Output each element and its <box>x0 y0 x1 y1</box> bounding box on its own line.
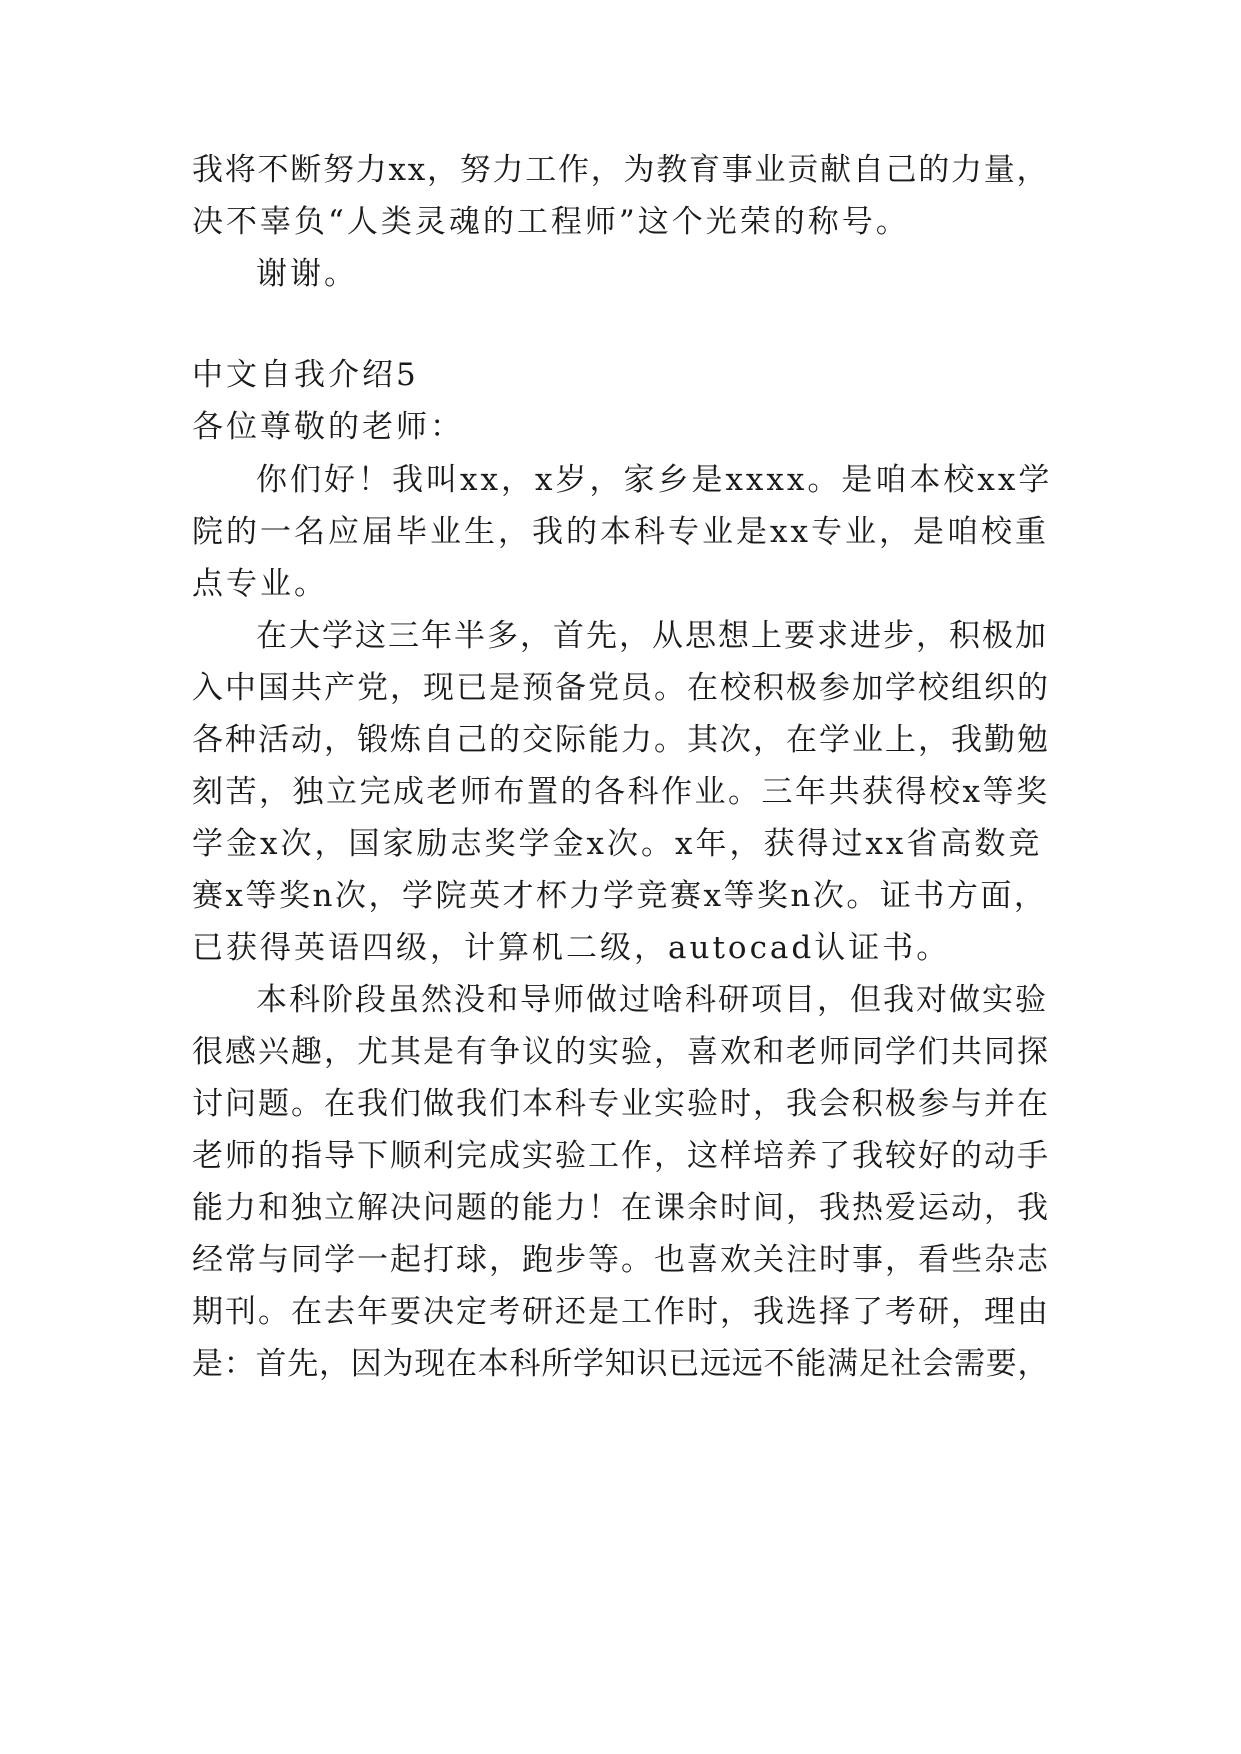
section-heading: 中文自我介绍5 <box>192 357 419 393</box>
text-line: 我将不断努力xx，努力工作，为教育事业贡献自己的力量， <box>192 152 1050 188</box>
paragraph-line: 是：首先，因为现在本科所学知识已远远不能满足社会需要， <box>192 1346 1050 1382</box>
paragraph-line: 入中国共产党，现已是预备党员。在校积极参加学校组织的 <box>192 670 1050 706</box>
paragraph-line: 能力和独立解决问题的能力！在课余时间，我热爱运动，我 <box>192 1190 1050 1226</box>
paragraph-line: 刻苦，独立完成老师布置的各科作业。三年共获得校x等奖 <box>192 774 1050 810</box>
paragraph-line: 已获得英语四级，计算机二级，autocad认证书。 <box>192 930 951 966</box>
paragraph-line: 经常与同学一起打球，跑步等。也喜欢关注时事，看些杂志 <box>192 1242 1050 1278</box>
closing-text: 谢谢。 <box>256 256 358 292</box>
paragraph-line: 点专业。 <box>192 566 328 602</box>
paragraph-line: 学金x次，国家励志奖学金x次。x年，获得过xx省高数竞 <box>192 826 1043 862</box>
paragraph-line: 讨问题。在我们做我们本科专业实验时，我会积极参与并在 <box>192 1086 1050 1122</box>
salutation: 各位尊敬的老师： <box>192 409 464 445</box>
paragraph-line: 老师的指导下顺利完成实验工作，这样培养了我较好的动手 <box>192 1138 1050 1174</box>
paragraph-line: 院的一名应届毕业生，我的本科专业是xx专业，是咱校重 <box>192 514 1049 550</box>
paragraph-line: 本科阶段虽然没和导师做过啥科研项目，但我对做实验 <box>256 982 1048 1018</box>
paragraph-line: 你们好！我叫xx，x岁，家乡是xxxx。是咱本校xx学 <box>256 462 1053 498</box>
text-line: 决不辜负“人类灵魂的工程师”这个光荣的称号。 <box>192 204 910 240</box>
paragraph-line: 期刊。在去年要决定考研还是工作时，我选择了考研，理由 <box>192 1294 1050 1330</box>
paragraph-line: 很感兴趣，尤其是有争议的实验，喜欢和老师同学们共同探 <box>192 1034 1050 1070</box>
paragraph-line: 赛x等奖n次，学院英才杯力学竞赛x等奖n次。证书方面， <box>192 878 1048 914</box>
paragraph-line: 在大学这三年半多，首先，从思想上要求进步，积极加 <box>256 618 1048 654</box>
paragraph-line: 各种活动，锻炼自己的交际能力。其次，在学业上，我勤勉 <box>192 722 1050 758</box>
